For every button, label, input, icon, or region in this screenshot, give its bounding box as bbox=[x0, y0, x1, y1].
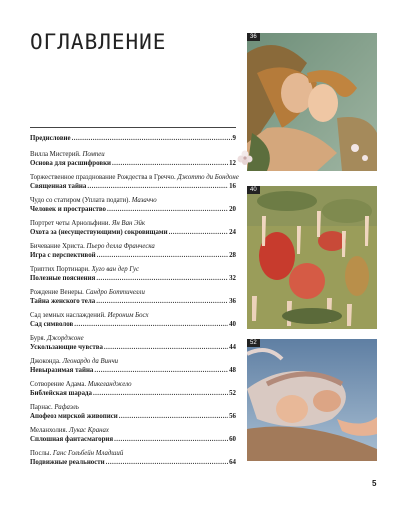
image-badge: 52 bbox=[247, 339, 260, 347]
painting-name: Рождение Венеры. bbox=[30, 288, 84, 296]
toc-entry[interactable] bbox=[30, 403, 236, 422]
image-badge: 36 bbox=[247, 33, 260, 41]
chapter-page: 32 bbox=[229, 275, 236, 282]
creation-of-adam-detail bbox=[247, 339, 377, 461]
chapter-title: Сад символов bbox=[30, 321, 74, 328]
painting-name: Буря. bbox=[30, 334, 46, 342]
toc-entry[interactable] bbox=[30, 334, 236, 353]
artist-name: Лукас Кранах bbox=[69, 426, 109, 434]
toc-entry-line bbox=[30, 274, 236, 284]
toc-intro-page: 9 bbox=[232, 135, 236, 142]
chapter-title: Библейская шарада bbox=[30, 390, 92, 397]
toc-entry-subtitle bbox=[30, 449, 236, 459]
artist-name: Иероним Босх bbox=[107, 311, 149, 319]
painting-name: Вилла Мистерий. bbox=[30, 150, 81, 158]
chapter-page: 24 bbox=[229, 229, 236, 236]
toc-entry[interactable] bbox=[30, 357, 236, 376]
artist-name: Хуго ван дер Гус bbox=[91, 265, 139, 273]
toc-entry-line bbox=[30, 182, 236, 192]
chapter-title: Подвижные реальности bbox=[30, 459, 105, 466]
leader-dots bbox=[87, 182, 228, 192]
chapter-title: Невыразимая тайна bbox=[30, 367, 94, 374]
chapter-page: 48 bbox=[229, 367, 236, 374]
chapter-title: Сплошная фантасмагория bbox=[30, 436, 114, 443]
toc-entry[interactable] bbox=[30, 265, 236, 284]
toc-entry-line bbox=[30, 435, 236, 445]
toc-entry-subtitle bbox=[30, 173, 239, 183]
chapter-title: Тайна женского тела bbox=[30, 298, 96, 305]
painting-name: Триптих Портинари. bbox=[30, 265, 90, 273]
toc-entry-subtitle bbox=[30, 380, 236, 390]
chapter-page: 20 bbox=[229, 206, 236, 213]
toc-entry[interactable] bbox=[30, 150, 236, 169]
leader-dots bbox=[96, 297, 228, 307]
artist-name: Леонардо да Винчи bbox=[62, 357, 119, 365]
toc-entry[interactable] bbox=[30, 196, 236, 215]
toc-intro-label: Предисловие bbox=[30, 135, 71, 142]
toc-entry-line bbox=[30, 251, 236, 261]
toc-entry-subtitle bbox=[30, 311, 236, 321]
toc-entry[interactable] bbox=[30, 219, 236, 238]
birth-of-venus-detail bbox=[247, 33, 377, 171]
toc-entry-subtitle bbox=[30, 357, 236, 367]
chapter-page: 44 bbox=[229, 344, 236, 351]
artist-name: Ганс Гольбейн Младший bbox=[52, 449, 124, 457]
chapter-page: 56 bbox=[229, 413, 236, 420]
image-badge: 40 bbox=[247, 186, 260, 194]
painting-name: Бичевание Христа. bbox=[30, 242, 85, 250]
chapter-title: Игра с перспективой bbox=[30, 252, 96, 259]
toc-entry-line bbox=[30, 320, 236, 330]
toc-entry-subtitle bbox=[30, 265, 236, 275]
chapter-page: 36 bbox=[229, 298, 236, 305]
flower-ornament bbox=[235, 148, 255, 168]
painting-name: Меланхолия. bbox=[30, 426, 68, 434]
toc-entry[interactable] bbox=[30, 288, 236, 307]
chapter-title: Человек и пространство bbox=[30, 206, 107, 213]
chapter-title: Полезные пояснения bbox=[30, 275, 96, 282]
painting-name: Чудо со статиром (Уплата подати). bbox=[30, 196, 131, 204]
top-rule bbox=[30, 127, 236, 128]
leader-dots bbox=[112, 159, 228, 169]
leader-dots bbox=[114, 435, 228, 445]
chapter-title: Основа для расшифровки bbox=[30, 160, 112, 167]
toc-entry-subtitle bbox=[30, 426, 236, 436]
painting-name: Торжественное празднование Рождества в Греччо. bbox=[30, 173, 176, 181]
chapter-page: 64 bbox=[229, 459, 236, 466]
toc-entry[interactable] bbox=[30, 380, 236, 399]
painting-name: Парнас. bbox=[30, 403, 53, 411]
painting-name: Сотворение Адама. bbox=[30, 380, 87, 388]
toc-entries bbox=[30, 150, 239, 468]
toc-entry-subtitle bbox=[30, 196, 236, 206]
leader-dots bbox=[106, 458, 228, 468]
toc-entry-line bbox=[30, 389, 236, 399]
artist-name: Джотто ди Бондоне bbox=[177, 173, 239, 181]
leader-dots bbox=[104, 343, 228, 353]
leader-dots bbox=[93, 389, 228, 399]
toc-entry-subtitle bbox=[30, 219, 236, 229]
chapter-title: Охота за (несуществующими) сокровищами bbox=[30, 229, 168, 236]
leader-dots bbox=[72, 134, 232, 144]
leader-dots bbox=[94, 366, 228, 376]
leader-dots bbox=[97, 251, 228, 261]
chapter-page: 60 bbox=[229, 436, 236, 443]
toc-entry[interactable] bbox=[30, 173, 239, 192]
toc-entry-subtitle bbox=[30, 242, 236, 252]
artist-name: Микеланджело bbox=[87, 380, 132, 388]
toc-entry[interactable] bbox=[30, 449, 236, 468]
table-of-contents bbox=[30, 127, 239, 468]
garden-of-delights-detail bbox=[247, 186, 377, 329]
chapter-page: 12 bbox=[229, 160, 236, 167]
artist-name: Джорджоне bbox=[47, 334, 84, 342]
chapter-title: Ускользающие чувства bbox=[30, 344, 103, 351]
toc-entry[interactable] bbox=[30, 311, 236, 330]
leader-dots bbox=[169, 228, 229, 238]
painting-name: Сад земных наслаждений. bbox=[30, 311, 106, 319]
chapter-title: Священная тайна bbox=[30, 183, 87, 190]
leader-dots bbox=[74, 320, 228, 330]
toc-entry-subtitle bbox=[30, 288, 236, 298]
artist-name: Ян Ван Эйк bbox=[111, 219, 146, 227]
toc-entry[interactable] bbox=[30, 242, 236, 261]
painting-name: Послы. bbox=[30, 449, 52, 457]
page-title: ОГЛАВЛЕНИЕ bbox=[30, 30, 167, 54]
toc-entry-subtitle bbox=[30, 403, 236, 413]
chapter-page: 40 bbox=[229, 321, 236, 328]
artist-name: Мазаччо bbox=[131, 196, 157, 204]
artist-name: Сандро Боттичелли bbox=[85, 288, 145, 296]
toc-entry-line bbox=[30, 159, 236, 169]
toc-entry-line bbox=[30, 297, 236, 307]
toc-entry-line bbox=[30, 458, 236, 468]
chapter-page: 16 bbox=[229, 183, 236, 190]
leader-dots bbox=[119, 412, 228, 422]
painting-name: Портрет четы Арнольфини. bbox=[30, 219, 111, 227]
page-number: 5 bbox=[372, 479, 377, 488]
leader-dots bbox=[96, 274, 228, 284]
artist-name: Помпеи bbox=[82, 150, 105, 158]
chapter-page: 28 bbox=[229, 252, 236, 259]
chapter-title: Апофеоз мирской живописи bbox=[30, 413, 118, 420]
toc-entry-line bbox=[30, 412, 236, 422]
toc-entry[interactable] bbox=[30, 426, 236, 445]
toc-entry-subtitle bbox=[30, 334, 236, 344]
toc-entry-line bbox=[30, 205, 236, 215]
toc-entry-line bbox=[30, 366, 236, 376]
leader-dots bbox=[107, 205, 228, 215]
toc-entry-subtitle bbox=[30, 150, 236, 160]
toc-entry-line bbox=[30, 228, 236, 238]
artist-name: Рафаэль bbox=[54, 403, 79, 411]
toc-intro[interactable] bbox=[30, 134, 236, 144]
artist-name: Пьеро делла Франческа bbox=[86, 242, 155, 250]
chapter-page: 52 bbox=[229, 390, 236, 397]
toc-entry-line bbox=[30, 343, 236, 353]
painting-name: Джоконда. bbox=[30, 357, 61, 365]
